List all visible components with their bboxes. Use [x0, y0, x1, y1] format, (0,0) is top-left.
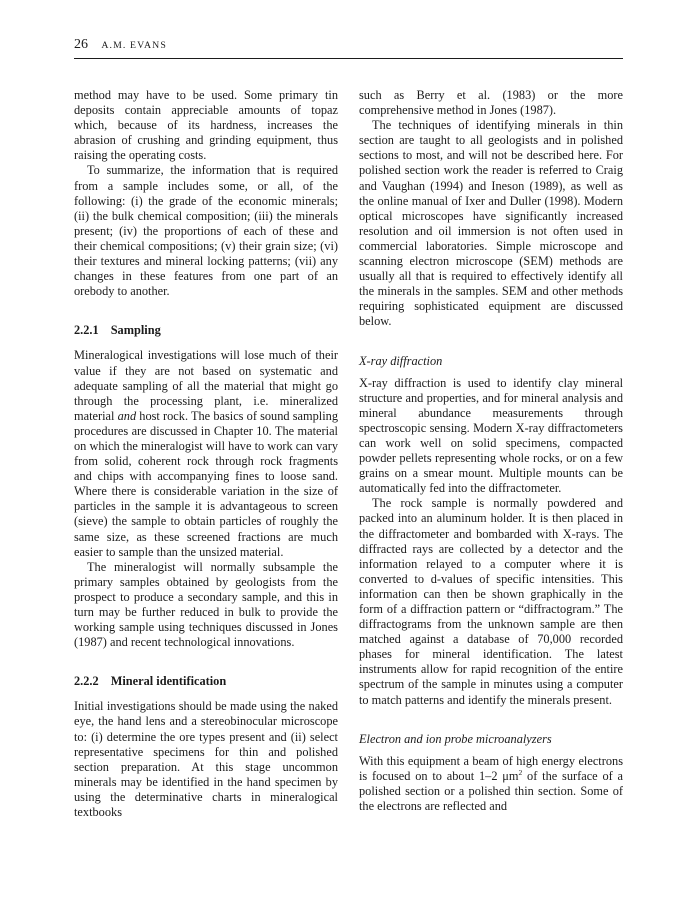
section-heading-sampling	[74, 323, 338, 338]
paragraph-text: Mineralogical investigations will lose much of their value if they are not based on systematic and adequate sampling of all the material that might go through the processing plant, i.e. mineralized material	[74, 348, 338, 423]
subsection-heading-xray-diffraction: X-ray diffraction	[359, 353, 443, 368]
paragraph: The mineralogist will normally subsample the primary samples obtained by geologists from the prospect to produce a secondary sample, and this in turn may be further reduced in bulk to provide the working sample using techniques discussed in Jones (1987) and recent technological innovations.	[74, 559, 338, 650]
right-column	[359, 88, 623, 814]
subsection-heading-microanalyzers: Electron and ion probe microanalyzers	[359, 731, 552, 746]
paragraph-text: With this equipment a beam of high energy electrons is focused on to about 1–2 μm	[359, 753, 623, 783]
left-column	[74, 88, 338, 820]
paragraph: To summarize, the information that is required from a sample includes some, or all, of the following: (i) the grade of the economic minerals; (ii) the bulk chemical composition; (iii) the minerals present; (iv) the proportions of each of these and their chemical compositions; (v) their grain size; (vi) their textures and mineral locking patterns; (vii) any changes in these features from one part of an orebody to another.	[74, 163, 338, 299]
section-number: 2.2.2	[74, 674, 99, 689]
paragraph	[359, 754, 623, 814]
paragraph: such as Berry et al. (1983) or the more comprehensive method in Jones (1987).	[359, 88, 623, 118]
paragraph: method may have to be used. Some primary tin deposits contain appreciable amounts of topaz which, because of its hardness, increases the abrasion of crushing and grinding equipment, thus raising the operating costs.	[74, 88, 338, 163]
section-title: Sampling	[110, 323, 161, 338]
superscript: 2	[518, 767, 523, 777]
paragraph-text: of the surface of a polished section or a polished thin section. Some of the electrons are reflected and	[359, 768, 624, 814]
section-heading-mineral-identification	[74, 674, 338, 689]
emphasis: and	[117, 408, 137, 423]
paragraph: The rock sample is normally powdered and packed into an aluminum holder. It is then placed in the diffractometer and bombarded with X-rays. The diffracted rays are collected by a detector and the information relayed to a computer where it is converted to d-values of specific intensities. This information can then be shown graphically in the form of a diffraction pattern or “diffractogram.” The diffractograms from the unknown sample are then matched against a database of 70,000 recorded phases for mineral identification. The latest instruments allow for rapid recognition of the entire spectrum of the sample in minutes using a computer to match patterns and identify the minerals present.	[359, 496, 623, 707]
header-rule	[74, 58, 623, 59]
paragraph	[74, 348, 338, 559]
paragraph: Initial investigations should be made using the naked eye, the hand lens and a stereobinocular microscope to: (i) determine the ore types present and (ii) select representative specimens for thin and polished section preparation. At this stage uncommon minerals may be identified in the hand specimen by using the determinative charts in mineralogical textbooks	[74, 699, 338, 820]
section-number: 2.2.1	[74, 323, 99, 338]
running-head	[74, 36, 623, 54]
paragraph: The techniques of identifying minerals in thin section are taught to all geologists and in polished sections to most, and will not be described here. For polished section work the reader is referred to Craig and Vaughan (1994) and Ineson (1989), as well as the online manual of Ixer and Duller (1998). Modern optical microscopes have significantly increased resolution and oil immersion is not often used in commercial laboratories. Simple microscope and scanning electron microscope (SEM) methods are usually all that is required to effectively identify all the minerals in the samples. SEM and other methods requiring sophisticated equipment are discussed below.	[359, 118, 623, 329]
paragraph: X-ray diffraction is used to identify clay mineral structure and properties, and for mineral analysis and mineral abundance measurements through spectroscopic sensing. Modern X-ray diffractometers can work well on solid specimens, compacted powder pellets representing whole rocks, or on a few grains on a smear mount. Multiple mounts can be automatically fed into the diffractometer.	[359, 375, 623, 496]
section-title: Mineral identification	[110, 674, 227, 689]
paragraph-text: host rock. The basics of sound sampling procedures are discussed in Chapter 10. The material on which the mineralogist will have to work can vary from solid, coherent rock through rock fragments and chips with accompanying fines to loose sand. Where there is considerable variation in the size of particles in the sample it is advantageous to screen (sieve) the sample to obtain particles of roughly the same size, as these screened fractions are much easier to sample than the unsized material.	[74, 408, 338, 559]
page-number: 26	[74, 37, 88, 52]
running-head-author: A.M. EVANS	[101, 40, 167, 51]
